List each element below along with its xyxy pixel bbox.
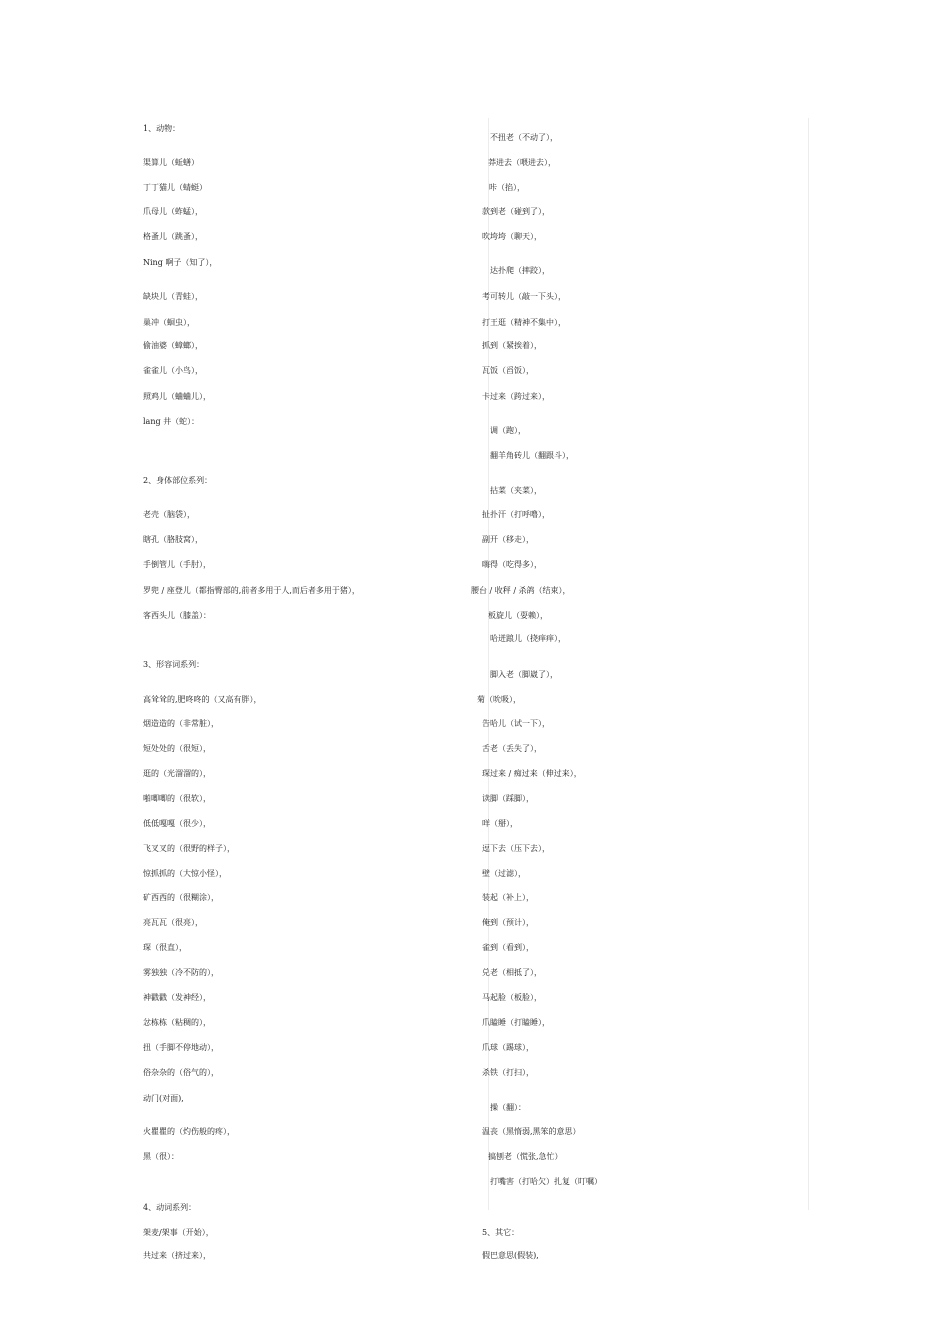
list-item: 动门(对面), xyxy=(143,1094,184,1103)
list-item: 菊（吮吸）， xyxy=(477,695,521,704)
section-heading-animals: 1、动物： xyxy=(143,124,181,133)
list-item: 俺到（预计）， xyxy=(482,918,534,927)
list-item: 莽进去（喂进去）， xyxy=(488,158,556,167)
list-item: 爪瞌睡（打瞌睡）， xyxy=(482,1018,550,1027)
list-item: 搞刨老（慌张,急忙） xyxy=(488,1152,563,1161)
list-item: 爪球（踢球）， xyxy=(482,1043,534,1052)
list-item: 啪唧唧的（很软）， xyxy=(143,794,211,803)
list-item: 雀雀儿（小鸟）， xyxy=(143,366,203,375)
list-item: 假巴意思(假装), xyxy=(482,1251,539,1260)
list-item: 罗兜 / 座登儿（都指臀部的,前者多用于人,而后者多用于猪）， xyxy=(143,586,360,595)
list-item: 脚入老（脚崴了）， xyxy=(490,670,558,679)
list-item: 操（翻）： xyxy=(490,1103,526,1112)
list-item: 咔（掐）， xyxy=(489,183,525,192)
list-item: 壁（过滤）， xyxy=(482,869,526,878)
section-heading-other: 5、其它： xyxy=(482,1228,520,1237)
list-item: 惊抓抓的（大惊小怪）， xyxy=(143,869,227,878)
list-item: 瞎孔（胳肢窝）， xyxy=(143,535,203,544)
list-item: 嗨得（吃得多）， xyxy=(482,560,542,569)
list-item: 短处处的（很短）， xyxy=(143,744,211,753)
section-heading-verbs: 4、动词系列： xyxy=(143,1203,197,1212)
list-item: 打王逛（精神不集中）， xyxy=(482,318,566,327)
list-item: 考可转儿（敲一下头）， xyxy=(482,292,566,301)
list-item: 飞叉叉的（很野的样子）， xyxy=(143,844,235,853)
list-item: 哈迸踉儿（挠痒痒）， xyxy=(490,634,566,643)
list-item: 拈菜（夹菜）， xyxy=(490,486,542,495)
list-item: 兑老（相抵了）， xyxy=(482,968,542,977)
list-item: 偷油婆（蟑螂）， xyxy=(143,341,203,350)
list-item: 抓到（紧挨着）， xyxy=(482,341,542,350)
list-item: 缺块儿（青蛙）， xyxy=(143,292,203,301)
list-item: 款到老（碰到了）， xyxy=(482,207,550,216)
list-item: lang 井（蛇）： xyxy=(143,417,200,426)
list-item: 扭（手脚不停地动）， xyxy=(143,1043,219,1052)
list-item: 副开（移走）， xyxy=(482,535,534,544)
list-item: 手倒管儿（手肘）， xyxy=(143,560,211,569)
list-item: 渠算儿（蚯蟮） xyxy=(143,158,199,167)
list-item: 老壳（脑袋）， xyxy=(143,510,195,519)
list-item: 格蚤儿（跳蚤）， xyxy=(143,232,203,241)
list-item: 巢冲（蛔虫）， xyxy=(143,318,195,327)
list-item: Ning 啊子（知了）， xyxy=(143,258,218,267)
list-item: 亮瓦瓦（很亮）， xyxy=(143,918,203,927)
list-item: 告哈儿（试一下）， xyxy=(482,719,550,728)
section-heading-body-parts: 2、身体部位系列： xyxy=(143,476,213,485)
list-item: 烟造造的（非常脏）， xyxy=(143,719,219,728)
list-item: 高耸耸的,肥咚咚的（又高有胖）， xyxy=(143,695,262,704)
list-item: 矿西西的（很糊涂）， xyxy=(143,893,219,902)
list-item: 丁丁猫儿（蜻蜓） xyxy=(143,183,207,192)
list-item: 板旋儿（耍赖）， xyxy=(488,611,548,620)
list-item: 吹垮垮（聊天）， xyxy=(482,232,542,241)
list-item: 达扑爬（摔跤）， xyxy=(490,266,550,275)
list-item: 架麦/架事（开始）， xyxy=(143,1228,214,1237)
list-item: 装起（补上）， xyxy=(482,893,534,902)
list-item: 雀到（看到）， xyxy=(482,943,534,952)
list-item: 腰台 / 收秤 / 杀鸽（结束）， xyxy=(471,586,571,595)
list-item: 客西头儿（膝盖）： xyxy=(143,611,211,620)
list-item: 打嘴害（打哈欠）扎复（叮嘱） xyxy=(490,1177,602,1186)
list-item: 瓦饭（舀饭）， xyxy=(482,366,534,375)
list-item: 忿栋栋（粘稠的）， xyxy=(143,1018,211,1027)
list-item: 黑（很）： xyxy=(143,1152,179,1161)
list-item: 共过来（挤过来）， xyxy=(143,1251,211,1260)
list-item: 爪母儿（蚱蜢）， xyxy=(143,207,203,216)
list-item: 低低嘎嘎（很少）， xyxy=(143,819,211,828)
list-item: 调（跑）， xyxy=(490,426,526,435)
list-item: 雾独独（冷不防的）， xyxy=(143,968,219,977)
list-item: 杀铁（打扫）， xyxy=(482,1068,534,1077)
list-item: 照鸡儿（蛐蛐儿）， xyxy=(143,392,211,401)
list-item: 琛（很直）， xyxy=(143,943,187,952)
list-item: 扯扑汗（打呼噜）， xyxy=(482,510,550,519)
list-item: 读脚（踩脚）， xyxy=(482,794,534,803)
list-item: 舌老（丢失了）， xyxy=(482,744,542,753)
list-item: 温丧（黑惰弱,黑笨的意思） xyxy=(482,1127,581,1136)
list-item: 火瞿瞿的（灼伤般的疼）， xyxy=(143,1127,235,1136)
list-item: 逛的（光溜溜的）， xyxy=(143,769,211,778)
list-item: 马起脸（板脸）， xyxy=(482,993,542,1002)
list-item: 翻羊角砖儿（翻跟斗）， xyxy=(490,451,574,460)
list-item: 神戳戳（发神经）， xyxy=(143,993,211,1002)
right-margin-line xyxy=(808,118,809,1210)
list-item: 琛过来 / 痴过来（伸过来）， xyxy=(482,769,582,778)
list-item: 咩（掰）， xyxy=(482,819,518,828)
list-item: 不扭老（不动了）， xyxy=(490,133,558,142)
section-heading-adjectives: 3、形容词系列： xyxy=(143,660,205,669)
list-item: 逗下去（压下去）， xyxy=(482,844,550,853)
list-item: 卡过来（跨过来）， xyxy=(482,392,550,401)
list-item: 俗杂杂的（俗气的）， xyxy=(143,1068,219,1077)
